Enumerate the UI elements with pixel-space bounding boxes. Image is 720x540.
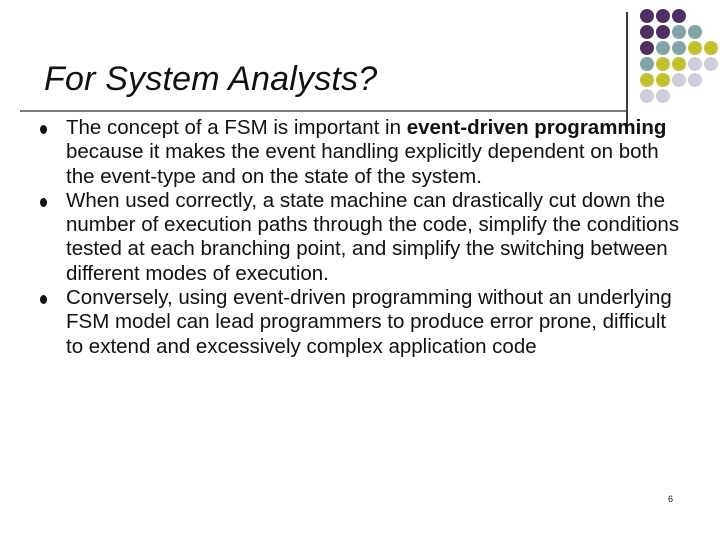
decorative-dot-icon [672, 57, 686, 71]
bullet-text-bold: event-driven programming [406, 116, 667, 139]
bullet-dot-icon [40, 198, 47, 207]
decorative-dot-icon [672, 41, 686, 55]
decorative-dot-icon [704, 57, 718, 71]
decorative-dot-icon [640, 9, 654, 23]
decorative-dot-icon [656, 25, 670, 39]
decorative-dot-icon [656, 73, 670, 87]
page-number: 6 [668, 494, 674, 504]
bullet-item [40, 189, 680, 286]
vertical-divider [626, 12, 628, 130]
decorative-dot-icon [672, 25, 686, 39]
decorative-dot-icon [672, 9, 686, 23]
decorative-dot-icon [672, 73, 686, 87]
decorative-dot-icon [640, 41, 654, 55]
decorative-dot-icon [688, 25, 702, 39]
decorative-dot-icon [640, 73, 654, 87]
title-underline [20, 110, 626, 112]
decorative-dot-icon [688, 41, 702, 55]
decorative-dot-icon [656, 41, 670, 55]
bullet-text: The concept of a FSM is important in [66, 116, 407, 139]
decorative-dot-icon [688, 73, 702, 87]
decorative-dot-icon [656, 57, 670, 71]
bullet-text: Conversely, using event-driven programming without an underlying FSM model can lead programmers to produce error prone, difficult to extend and excessively complex application code [66, 286, 672, 358]
decorative-dot-icon [704, 41, 718, 55]
bullet-list [40, 116, 680, 359]
decorative-dot-icon [656, 9, 670, 23]
decorative-dot-icon [688, 57, 702, 71]
bullet-item [40, 116, 680, 189]
bullet-text: because it makes the event handling explicitly dependent on both the event-type and on the state of the system. [66, 140, 659, 188]
decorative-dot-icon [640, 89, 654, 103]
bullet-item [40, 286, 680, 359]
bullet-dot-icon [40, 125, 47, 134]
decorative-dot-icon [640, 25, 654, 39]
bullet-text: When used correctly, a state machine can drastically cut down the number of execution paths through the code, simplify the conditions tested at each branching point, and simplify the switching between different modes of execution. [66, 188, 680, 285]
decorative-dot-icon [640, 57, 654, 71]
bullet-dot-icon [40, 295, 47, 304]
decorative-dot-icon [656, 89, 670, 103]
slide-title: For System Analysts? [44, 60, 378, 98]
